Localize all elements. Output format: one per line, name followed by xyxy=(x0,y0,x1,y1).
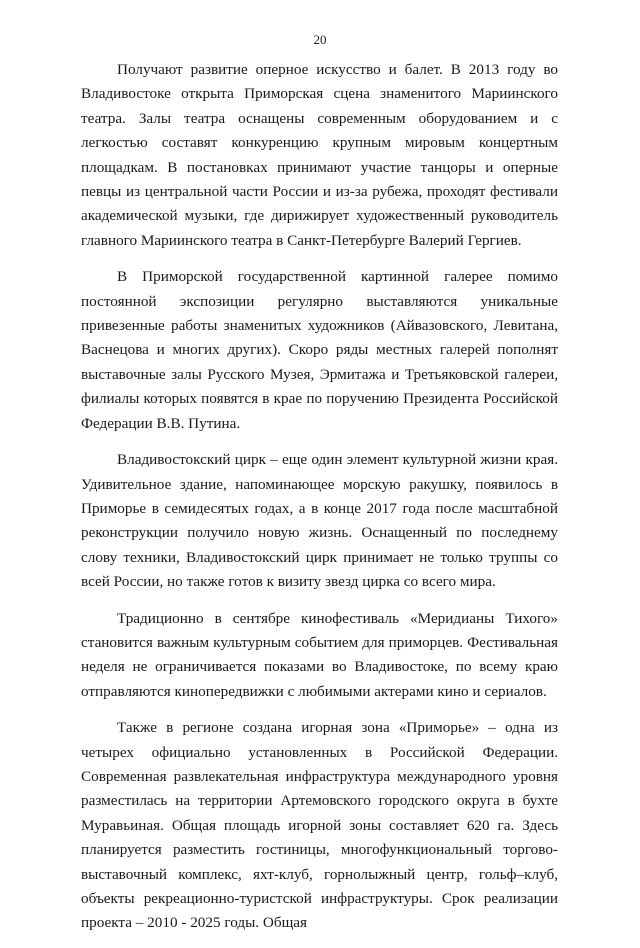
paragraph-circus: Владивостокский цирк – еще один элемент культурной жизни края. Удивительное здание, напоминающее морскую ракушку, появилось в Приморье в семидесятых годах, а в конце 2017 года после масштабной реконструкции получило новую жизнь. Оснащенный по последнему слову техники, Владивостокский цирк принимает не только труппы со всей России, но также готов к визиту звезд цирка со всего мира. xyxy=(81,451,558,591)
page-number: 20 xyxy=(313,32,327,47)
document-body xyxy=(81,58,558,948)
paragraph-opera-ballet: Получают развитие оперное искусство и балет. В 2013 году во Владивостоке открыта Приморская сцена знаменитого Мариинского театра. Залы театра оснащены современным оборудованием и с легкостью составят конкуренцию крупным мировым концертным площадкам. В постановках принимают участие танцоры и оперные певцы из центральной части России и из-за рубежа, проходят фестивали академической музыки, где дирижирует художественный руководитель главного Мариинского театра в Санкт-Петербурге Валерий Гергиев. xyxy=(81,61,558,249)
paragraph-gaming-zone: Также в регионе создана игорная зона «Приморье» – одна из четырех официально установленных в Российской Федерации. Современная развлекательная инфраструктура международного уровня разместилась на территории Артемовского городского округа в бухте Муравьиная. Общая площадь игорной зоны составляет 620 га. Здесь планируется разместить гостиницы, многофункциональный торгово-выставочный комплекс, яхт-клуб, горнолыжный центр, гольф–клуб, объекты рекреационно-туристской инфраструктуры. Срок реализации проекта – 2010 - 2025 годы. Общая xyxy=(81,719,558,932)
paragraph-film-festival: Традиционно в сентябре кинофестиваль «Меридианы Тихого» становится важным культурным событием для приморцев. Фестивальная неделя не ограничивается показами во Владивостоке, по всему краю отправляются кинопередвижки с любимыми актерами кино и сериалов. xyxy=(81,609,558,700)
paragraph-art-gallery: В Приморской государственной картинной галерее помимо постоянной экспозиции регулярно выставляются уникальные привезенные работы знаменитых художников (Айвазовского, Левитана, Васнецова и многих других). Скоро ряды местных галерей пополнят выставочные залы Русского Музея, Эрмитажа и Третьяковской галереи, филиалы которых появятся в крае по поручению Президента Российской Федерации В.В. Путина. xyxy=(81,268,558,432)
